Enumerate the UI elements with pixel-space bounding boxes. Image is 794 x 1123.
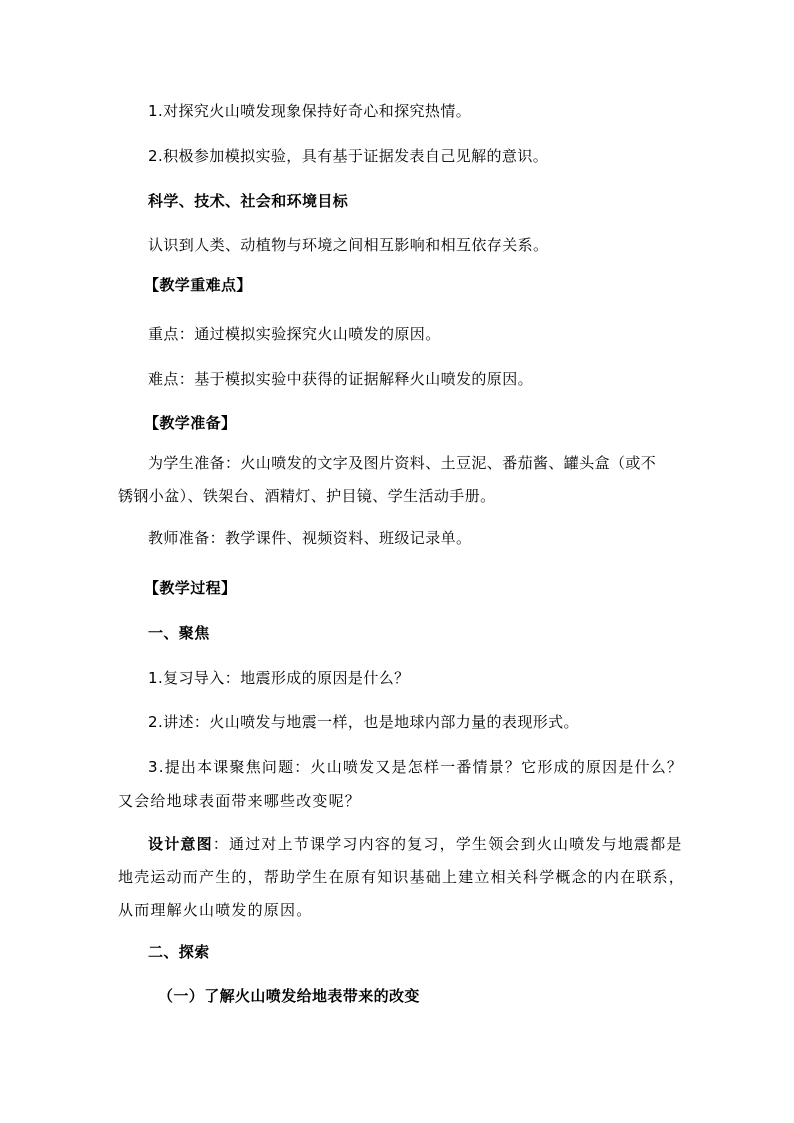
section-explore: 二、探索 bbox=[148, 943, 210, 961]
paragraph-student-prep-line-1: 为学生准备：火山喷发的文字及图片资料、土豆泥、番茄酱、罐头盒（或不 bbox=[148, 454, 657, 472]
heading-stse-goals: 科学、技术、社会和环境目标 bbox=[148, 192, 349, 210]
section-focus: 一、聚焦 bbox=[148, 624, 210, 642]
paragraph-stse-goal: 认识到人类、动植物与环境之间相互影响和相互依存关系。 bbox=[148, 236, 549, 254]
subsection-volcano-changes: （一）了解火山喷发给地表带来的改变 bbox=[158, 987, 420, 1005]
design-intent-label: 设计意图 bbox=[148, 835, 213, 853]
paragraph-design-intent-line-1 bbox=[148, 834, 683, 854]
paragraph-difficult-point: 难点：基于模拟实验中获得的证据解释火山喷发的原因。 bbox=[148, 370, 534, 388]
paragraph-design-intent-line-2: 地壳运动而产生的，帮助学生在原有知识基础上建立相关科学概念的内在联系， bbox=[118, 868, 686, 886]
paragraph-teacher-prep: 教师准备：教学课件、视频资料、班级记录单。 bbox=[148, 529, 472, 547]
paragraph-focus-1: 1.复习导入：地震形成的原因是什么？ bbox=[148, 669, 410, 687]
heading-process: 【教学过程】 bbox=[144, 579, 237, 597]
paragraph-focus-3-line-2: 又会给地球表面带来哪些改变呢？ bbox=[118, 792, 362, 810]
paragraph-goal-2: 2.积极参加模拟实验，具有基于证据发表自己见解的意识。 bbox=[148, 147, 549, 165]
paragraph-key-point: 重点：通过模拟实验探究火山喷发的原因。 bbox=[148, 325, 441, 343]
design-intent-text: ：通过对上节课学习内容的复习，学生领会到火山喷发与地震都是 bbox=[212, 835, 683, 853]
paragraph-design-intent-line-3: 从而理解火山喷发的原因。 bbox=[118, 901, 313, 919]
heading-key-points: 【教学重难点】 bbox=[144, 276, 252, 294]
heading-preparation: 【教学准备】 bbox=[144, 414, 237, 432]
paragraph-focus-3-line-1: 3.提出本课聚焦问题：火山喷发又是怎样一番情景？它形成的原因是什么？ bbox=[148, 758, 684, 776]
paragraph-focus-2: 2.讲述：火山喷发与地震一样，也是地球内部力量的表现形式。 bbox=[148, 713, 579, 731]
paragraph-goal-1: 1.对探究火山喷发现象保持好奇心和探究热情。 bbox=[148, 102, 472, 120]
paragraph-student-prep-line-2: 锈钢小盆）、铁架台、酒精灯、护目镜、学生活动手册。 bbox=[118, 487, 496, 505]
